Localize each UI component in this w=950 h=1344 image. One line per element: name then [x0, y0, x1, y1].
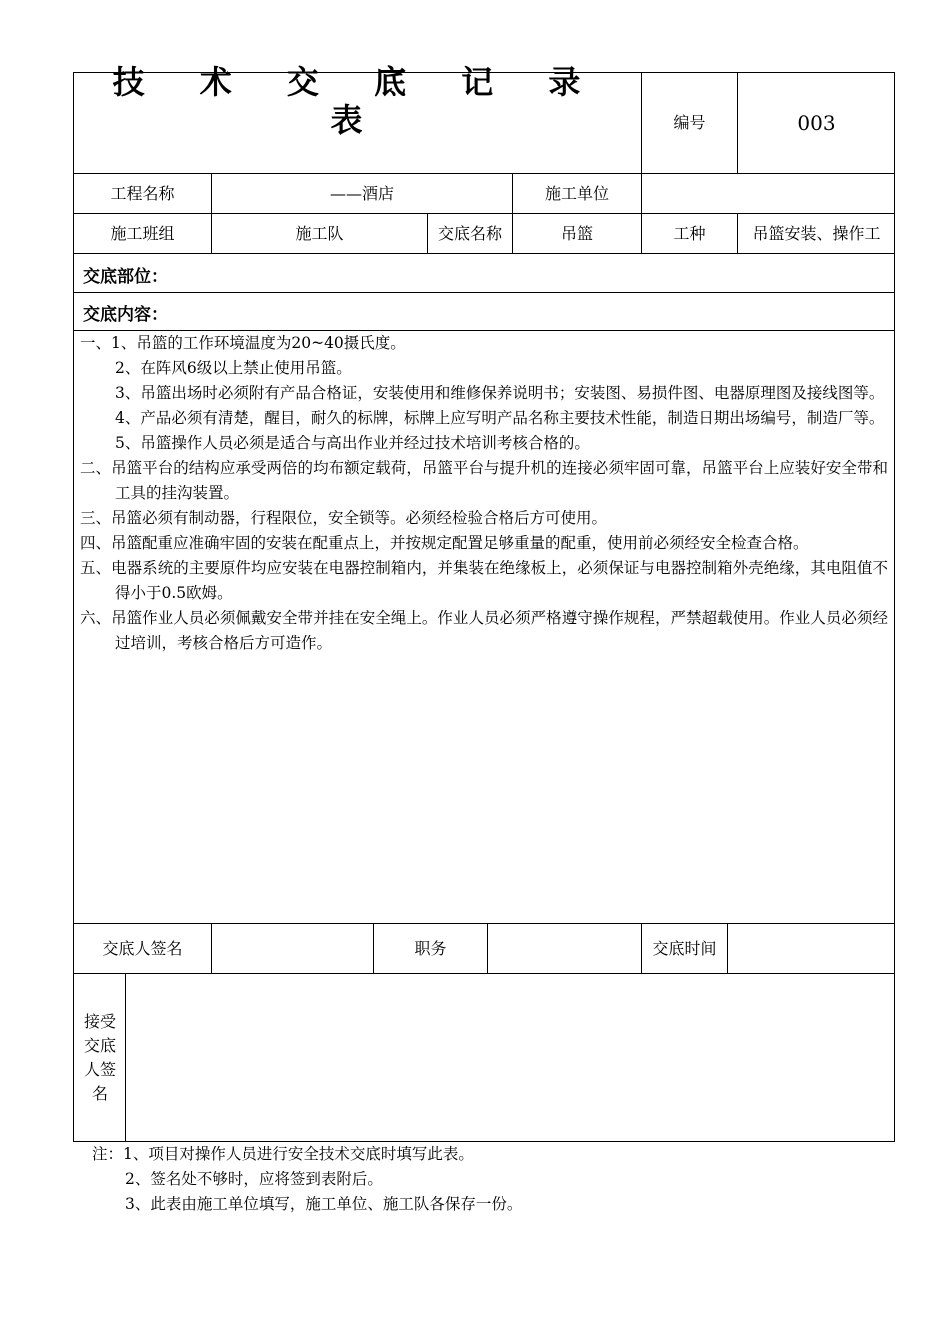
topic-label: 交底名称 — [437, 223, 502, 243]
content-item: 三、吊篮必须有制动器，行程限位，安全锁等。必须经检验合格后方可使用。 — [80, 509, 608, 527]
content-item: 六、吊篮作业人员必须佩戴安全带并挂在安全绳上。作业人员必须严格遵守操作规程，严禁超载使用。作业人员必须经过培训，考核合格后方可造作。 — [80, 609, 888, 652]
row-divider — [73, 253, 895, 254]
content-item: 4、产品必须有清楚，醒目，耐久的标牌，标牌上应写明产品名称主要技术性能，制造日期出场编号，制造厂等。 — [115, 409, 885, 427]
content-item: 四、吊篮配重应准确牢固的安装在配重点上，并按规定配置足够重量的配重，使用前必须经安全检查合格。 — [80, 534, 809, 552]
content-item: 2、在阵风6级以上禁止使用吊篮。 — [115, 359, 352, 377]
row-divider — [73, 292, 895, 293]
content-item: 一、1、吊篮的工作环境温度为20~40摄氏度。 — [80, 334, 406, 352]
receiver-value[interactable] — [126, 974, 895, 1142]
content-item: 3、吊篮出场时必须附有产品合格证，安装使用和维修保养说明书；安装图、易损件图、电器原理图及接线图等。 — [115, 384, 885, 402]
number-label: 编号 — [673, 113, 706, 133]
project-name-value: ——酒店 — [329, 183, 394, 203]
footnote: 3、此表由施工单位填写，施工单位、施工队各保存一份。 — [125, 1195, 523, 1213]
receiver-label — [80, 975, 120, 1140]
trade-label: 工种 — [673, 223, 706, 243]
content-item: 二、吊篮平台的结构应承受两倍的均布额定载荷，吊篮平台与提升机的连接必须牢固可靠，吊篮平台上应装好安全带和工具的挂沟装置。 — [80, 459, 888, 502]
receiver-label-text: 接受交底人签名 — [83, 1011, 116, 1103]
discloser-value[interactable] — [212, 924, 373, 973]
content-item: 五、电器系统的主要原件均应安装在电器控制箱内，并集装在绝缘板上，必须保证与电器控制箱外壳绝缘，其电阻值不得小于0.5欧姆。 — [80, 559, 888, 602]
contractor-value — [642, 174, 895, 213]
location-label: 交底部位： — [83, 267, 168, 287]
position-value[interactable] — [488, 924, 641, 973]
number-value: 003 — [797, 111, 836, 135]
disclosure-content — [80, 331, 888, 656]
team-value: 施工队 — [295, 223, 344, 243]
position-label: 职务 — [414, 938, 447, 958]
time-label: 交底时间 — [652, 938, 717, 958]
footnote: 注：1、项目对操作人员进行安全技术交底时填写此表。 — [92, 1145, 474, 1163]
project-name-label: 工程名称 — [110, 183, 175, 203]
footnote: 2、签名处不够时，应将签到表附后。 — [125, 1170, 383, 1188]
discloser-label: 交底人签名 — [102, 938, 183, 958]
content-item: 5、吊篮操作人员必须是适合与高出作业并经过技术培训考核合格的。 — [115, 434, 590, 452]
trade-value: 吊篮安装、操作工 — [752, 223, 881, 243]
footnotes — [92, 1142, 522, 1217]
contractor-label: 施工单位 — [544, 183, 609, 203]
form-title: 技 术 交 底 记 录 表 — [112, 62, 603, 139]
topic-value: 吊篮 — [560, 223, 593, 243]
time-value[interactable] — [728, 924, 895, 973]
team-label: 施工班组 — [110, 223, 175, 243]
content-label: 交底内容： — [83, 305, 168, 325]
